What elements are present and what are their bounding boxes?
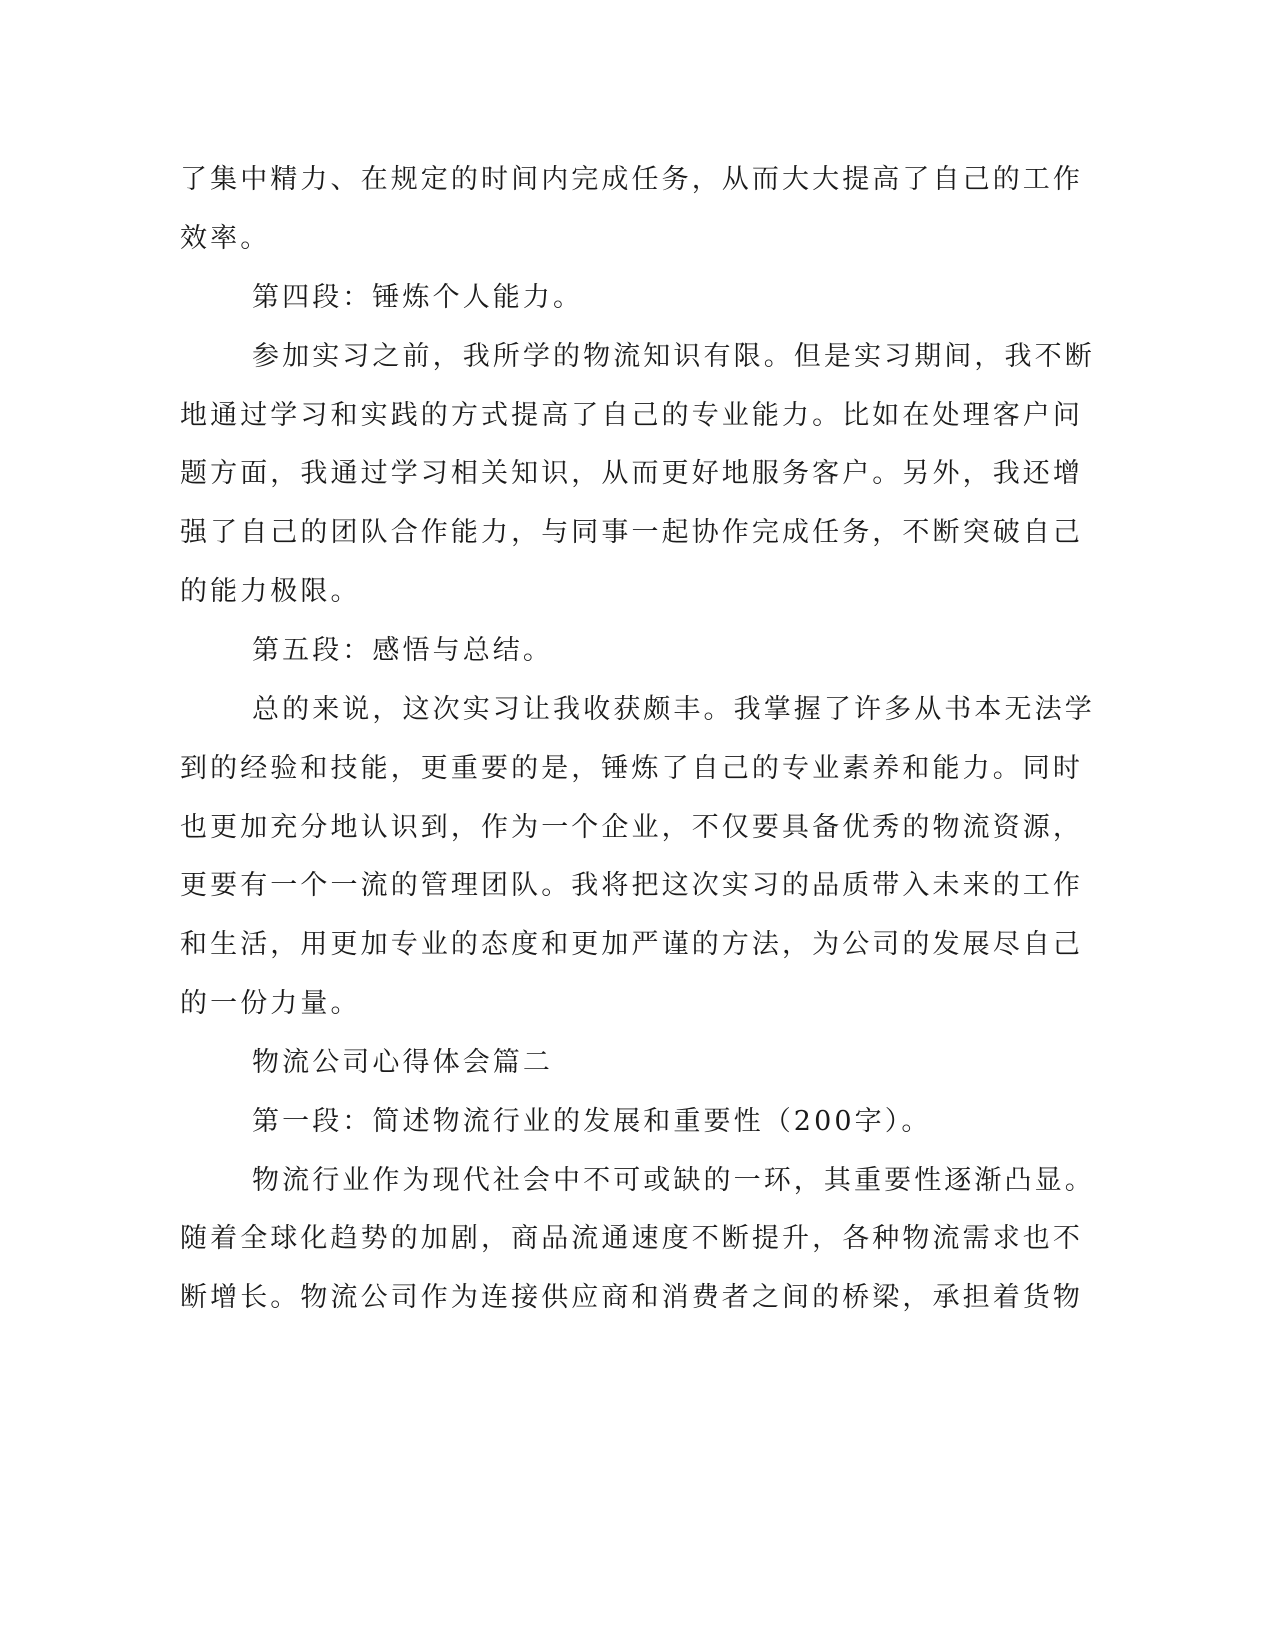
section-heading: 第四段：锤炼个人能力。 bbox=[252, 282, 584, 313]
text-line: 物流行业作为现代社会中不可或缺的一环，其重要性逐渐凸显。 bbox=[252, 1165, 1095, 1196]
text-line: 地通过学习和实践的方式提高了自己的专业能力。比如在处理客户问 bbox=[180, 400, 1083, 431]
text-line: 效率。 bbox=[180, 223, 271, 254]
text-line: 到的经验和技能，更重要的是，锤炼了自己的专业素养和能力。同时 bbox=[180, 753, 1083, 784]
text-line: 和生活，用更加专业的态度和更加严谨的方法，为公司的发展尽自己 bbox=[180, 929, 1083, 960]
text-line: 也更加充分地认识到，作为一个企业，不仅要具备优秀的物流资源， bbox=[180, 812, 1083, 843]
text-line: 题方面，我通过学习相关知识，从而更好地服务客户。另外，我还增 bbox=[180, 458, 1083, 489]
text-line: 参加实习之前，我所学的物流知识有限。但是实习期间，我不断 bbox=[252, 341, 1095, 372]
section-heading: 第五段：感悟与总结。 bbox=[252, 635, 553, 666]
text-line: 的一份力量。 bbox=[180, 988, 361, 1019]
text-line: 更要有一个一流的管理团队。我将把这次实习的品质带入未来的工作 bbox=[180, 870, 1083, 901]
article-title: 物流公司心得体会篇二 bbox=[252, 1047, 553, 1078]
text-line: 总的来说，这次实习让我收获颇丰。我掌握了许多从书本无法学 bbox=[252, 694, 1095, 725]
section-heading: 第一段：简述物流行业的发展和重要性（200字）。 bbox=[252, 1106, 932, 1137]
text-line: 断增长。物流公司作为连接供应商和消费者之间的桥梁，承担着货物 bbox=[180, 1282, 1083, 1313]
text-line: 了集中精力、在规定的时间内完成任务，从而大大提高了自己的工作 bbox=[180, 164, 1083, 195]
text-line: 强了自己的团队合作能力，与同事一起协作完成任务，不断突破自己 bbox=[180, 517, 1083, 548]
text-line: 随着全球化趋势的加剧，商品流通速度不断提升，各种物流需求也不 bbox=[180, 1223, 1083, 1254]
text-line: 的能力极限。 bbox=[180, 576, 361, 607]
